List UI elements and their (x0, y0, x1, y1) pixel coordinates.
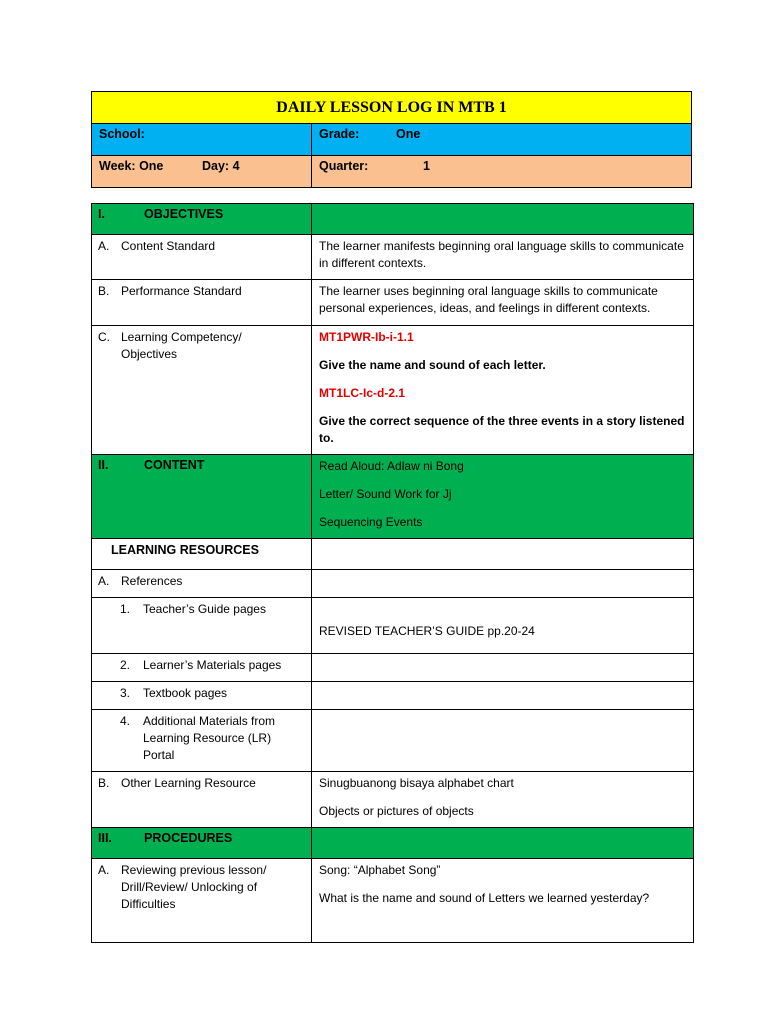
additional-materials-label (92, 710, 312, 772)
row-marker: 1. (120, 602, 131, 616)
row-marker: A. (98, 574, 110, 588)
content-standard-label (92, 235, 312, 280)
row-value: The learner manifests beginning oral language skills to communicate in different contexts. (319, 239, 684, 270)
learning-resources-heading: LEARNING RESOURCES (92, 539, 312, 570)
row-value: Sinugbuanong bisaya alphabet chart (319, 776, 514, 790)
objectives-header-row (92, 204, 694, 235)
table-row (92, 598, 694, 654)
row-marker: 2. (120, 658, 131, 672)
row-label: Reviewing previous lesson/ Drill/Review/ Unlocking of Difficulties (121, 863, 267, 911)
week-label: Week: One (99, 159, 164, 173)
section-number: II. (98, 458, 109, 472)
content-heading (92, 455, 312, 539)
empty-cell (312, 654, 694, 682)
row-label: Content Standard (121, 239, 216, 253)
competency-code: MT1LC-Ic-d-2.1 (319, 386, 406, 400)
row-marker: A. (98, 239, 110, 253)
row-label: References (121, 574, 183, 588)
empty-cell (312, 682, 694, 710)
competency-code: MT1PWR-Ib-i-1.1 (319, 330, 414, 344)
learning-resources-row (92, 539, 694, 570)
teachers-guide-value (312, 598, 694, 654)
row-marker: C. (98, 330, 110, 344)
review-value (312, 859, 694, 943)
competency-text: Give the correct sequence of the three events in a story listened to. (319, 414, 685, 445)
row-value: What is the name and sound of Letters we learned yesterday? (319, 891, 650, 905)
row-value: Objects or pictures of objects (319, 804, 474, 818)
references-label (92, 570, 312, 598)
row-value: REVISED TEACHER’S GUIDE pp.20-24 (319, 624, 535, 638)
table-row (92, 710, 694, 772)
competency-text: Give the name and sound of each letter. (319, 358, 546, 372)
row-value: The learner uses beginning oral language skills to communicate personal experiences, ideas, and feelings in different contexts. (319, 284, 658, 315)
section-title: OBJECTIVES (144, 207, 224, 221)
section-number: I. (98, 207, 105, 221)
teachers-guide-label (92, 598, 312, 654)
section-title: CONTENT (144, 458, 205, 472)
empty-cell (312, 539, 694, 570)
empty-cell (312, 828, 694, 859)
section-number: III. (98, 831, 112, 845)
row-marker: B. (98, 284, 110, 298)
content-standard-value (312, 235, 694, 280)
table-row (92, 859, 694, 943)
empty-cell (312, 570, 694, 598)
grade-value: One (396, 127, 421, 141)
row-label: Additional Materials from Learning Resource (LR) Portal (143, 714, 276, 762)
row-label: Other Learning Resource (121, 776, 256, 790)
row-marker: 4. (120, 714, 131, 728)
quarter-cell (312, 156, 692, 188)
table-row (92, 772, 694, 828)
row-label: Learning Competency/ Objectives (121, 330, 242, 361)
content-line: Letter/ Sound Work for Jj (319, 487, 452, 501)
empty-cell (312, 204, 694, 235)
other-resource-label (92, 772, 312, 828)
content-line: Sequencing Events (319, 515, 423, 529)
learners-materials-label (92, 654, 312, 682)
week-day-cell (92, 156, 312, 188)
row-marker: A. (98, 863, 110, 877)
table-row (92, 326, 694, 455)
school-label: School: (99, 127, 145, 141)
grade-label: Grade: (319, 127, 360, 141)
header-table (91, 91, 692, 188)
objectives-heading (92, 204, 312, 235)
grade-cell (312, 124, 692, 156)
table-row (92, 654, 694, 682)
section-title: PROCEDURES (144, 831, 233, 845)
performance-standard-value (312, 280, 694, 326)
textbook-label (92, 682, 312, 710)
competency-value (312, 326, 694, 455)
row-label: Learner’s Materials pages (143, 658, 282, 672)
row-value: Song: “Alphabet Song” (319, 863, 441, 877)
table-row (92, 570, 694, 598)
day-label: Day: 4 (202, 159, 240, 173)
procedures-heading (92, 828, 312, 859)
row-marker: 3. (120, 686, 131, 700)
other-resource-value (312, 772, 694, 828)
table-row (92, 280, 694, 326)
quarter-label: Quarter: (319, 159, 369, 173)
page-title: DAILY LESSON LOG IN MTB 1 (92, 92, 692, 124)
table-row (92, 682, 694, 710)
procedures-header-row (92, 828, 694, 859)
performance-standard-label (92, 280, 312, 326)
content-value (312, 455, 694, 539)
content-row (92, 455, 694, 539)
table-row (92, 235, 694, 280)
row-label: Performance Standard (121, 284, 242, 298)
row-marker: B. (98, 776, 110, 790)
row-label: Teacher’s Guide pages (143, 602, 266, 616)
school-cell (92, 124, 312, 156)
review-label (92, 859, 312, 943)
lesson-table (91, 203, 694, 943)
competency-label (92, 326, 312, 455)
quarter-value: 1 (423, 159, 430, 173)
content-line: Read Aloud: Adlaw ni Bong (319, 459, 464, 473)
row-label: Textbook pages (143, 686, 228, 700)
empty-cell (312, 710, 694, 772)
